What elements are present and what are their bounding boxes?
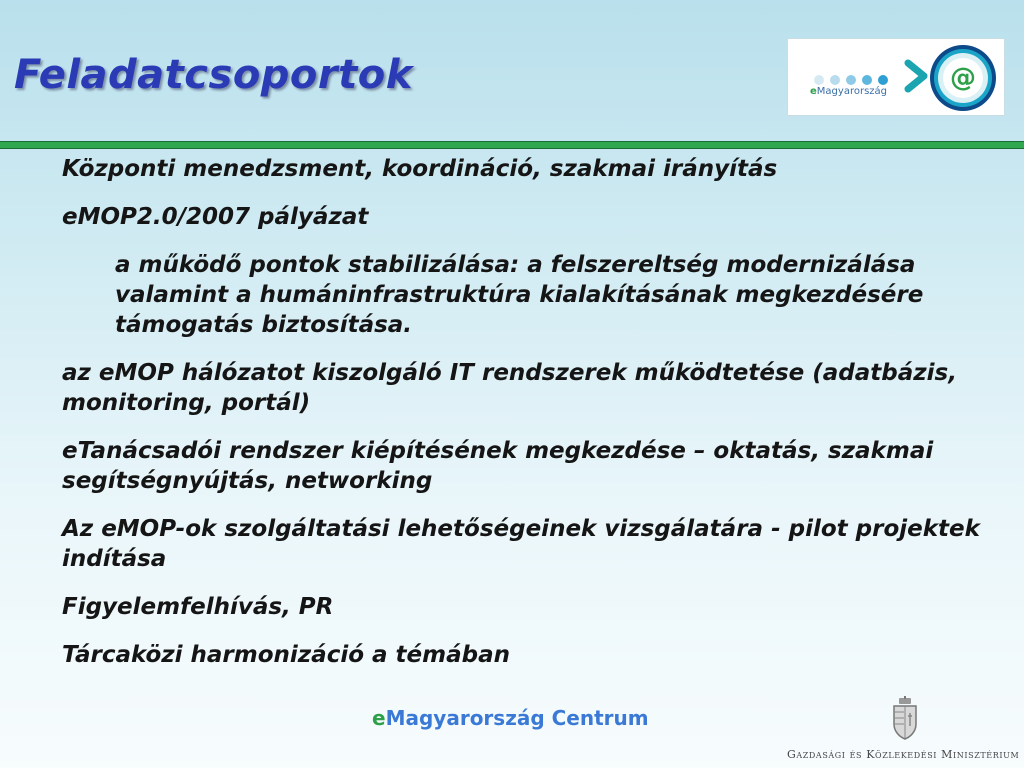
sub-bullet-item: a működő pontok stabilizálása: a felszereltség modernizálása valamint a humáninfrastruktúra kialakításának megkezdésére támogatás biztosítása. [115,252,924,338]
slide-body [62,154,1012,688]
bullet-item: Központi menedzsment, koordináció, szakmai irányítás [62,156,778,182]
bullet-item: az eMOP hálózatot kiszolgáló IT rendszerek működtetése (adatbázis, monitoring, portál) [62,360,957,416]
chevron-right-icon [904,59,930,93]
slide-title: Feladatcsoportok [14,52,413,98]
bullet-item: eTanácsadói rendszer kiépítésének megkezdése – oktatás, szakmai segítségnyújtás, networking [62,438,934,494]
at-symbol: @ [950,63,976,93]
bullet-item: Az eMOP-ok szolgáltatási lehetőségeinek vizsgálatára - pilot projektek indítása [62,516,980,572]
bullet-item: Figyelemfelhívás, PR [62,594,334,620]
footer-centrum-label: eMagyarország Centrum [372,706,649,730]
logo-wordmark: eMagyarország [810,86,888,97]
header-divider [0,141,1024,149]
ministry-name: Gazdasági és Közlekedési Minisztérium [787,748,1020,761]
emagyarorszag-logo [787,38,1005,116]
at-circle-icon [928,43,998,113]
hungarian-coat-of-arms-icon [890,696,920,742]
bullet-item: eMOP2.0/2007 pályázat [62,204,369,230]
bullet-item: Tárcaközi harmonizáció a témában [62,642,510,668]
